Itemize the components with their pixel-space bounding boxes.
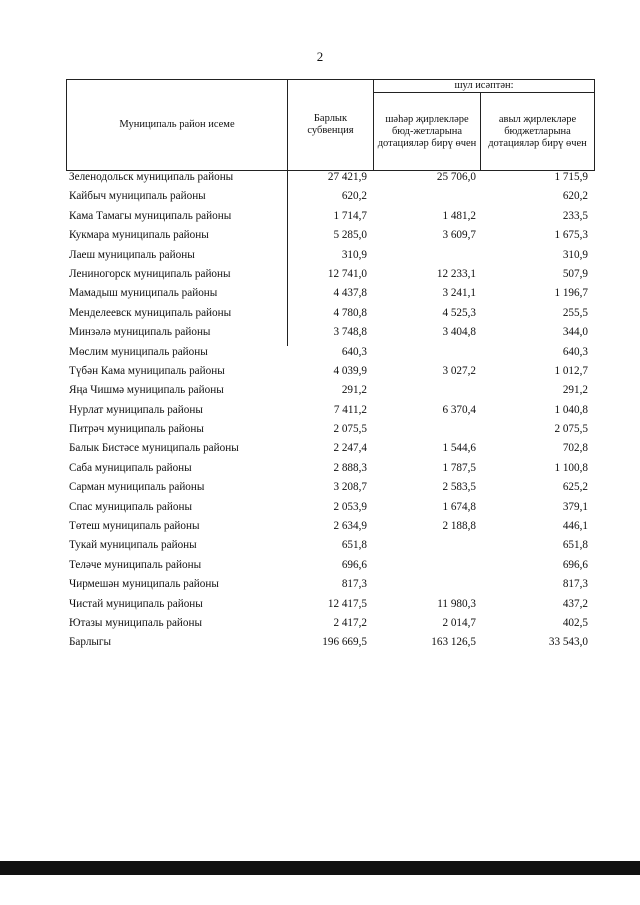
table-row: [66, 287, 594, 306]
row-name: Лениногорск муниципаль районы: [69, 267, 231, 280]
row-city: 163 126,5: [431, 636, 476, 649]
row-name: Мөслим муниципаль районы: [69, 345, 208, 358]
row-name: Ютазы муниципаль районы: [69, 616, 203, 629]
table-header: [66, 79, 595, 171]
row-rural: 310,9: [562, 248, 588, 261]
row-total: 3 748,8: [333, 326, 367, 339]
row-total: 310,9: [341, 248, 367, 261]
page-number: 2: [316, 49, 324, 64]
row-name: Нурлат муниципаль районы: [69, 403, 203, 416]
row-rural: 1 715,9: [554, 171, 588, 183]
header-city: шәһәр җирлекләре бюд-жетларына дотацияләр бирү өчен: [374, 93, 481, 171]
table-row: [66, 229, 594, 248]
row-name: Лаеш муниципаль районы: [69, 248, 195, 261]
row-rural: 651,8: [562, 539, 588, 552]
row-name: Кукмара муниципаль районы: [69, 229, 209, 242]
column-divider: [287, 171, 288, 190]
row-name: Кама Тамагы муниципаль районы: [69, 209, 232, 222]
table-row: [66, 171, 594, 190]
row-city: 4 525,3: [442, 306, 476, 319]
row-name: Сарман муниципаль районы: [69, 481, 205, 494]
column-divider: [287, 287, 288, 306]
row-total: 1 714,7: [333, 209, 367, 222]
row-total: 2 247,4: [333, 442, 367, 455]
table-row: [66, 404, 594, 423]
row-city: 25 706,0: [436, 171, 476, 183]
table-row: [66, 423, 594, 442]
row-total: 4 780,8: [333, 306, 367, 319]
scan-edge-bar: [0, 861, 640, 875]
header-total: Барлык субвенция: [288, 80, 374, 171]
row-total: 2 888,3: [333, 461, 367, 474]
table-row: [66, 636, 594, 655]
row-total: 27 421,9: [327, 171, 367, 183]
row-total: 651,8: [341, 539, 367, 552]
table-row: [66, 365, 594, 384]
row-rural: 817,3: [562, 578, 588, 591]
table-row: [66, 190, 594, 209]
table-row: [66, 462, 594, 481]
column-divider: [287, 268, 288, 287]
column-divider: [287, 326, 288, 345]
row-city: 3 404,8: [442, 326, 476, 339]
header-group: шул исәптән:: [374, 80, 595, 93]
row-rural: 33 543,0: [548, 636, 588, 649]
row-total: 4 437,8: [333, 287, 367, 300]
table-row: [66, 384, 594, 403]
row-name: Теләче муниципаль районы: [69, 558, 202, 571]
row-total: 2 053,9: [333, 500, 367, 513]
row-rural: 233,5: [562, 209, 588, 222]
row-total: 640,3: [341, 345, 367, 358]
row-total: 4 039,9: [333, 364, 367, 377]
row-total: 5 285,0: [333, 229, 367, 242]
column-divider: [287, 210, 288, 229]
row-rural: 344,0: [562, 326, 588, 339]
row-name: Чистай муниципаль районы: [69, 597, 203, 610]
row-total: 620,2: [341, 190, 367, 203]
table-row: [66, 539, 594, 558]
row-total: 291,2: [341, 384, 367, 397]
row-total: 817,3: [341, 578, 367, 591]
row-city: 3 241,1: [442, 287, 476, 300]
row-rural: 1 675,3: [554, 229, 588, 242]
row-rural: 702,8: [562, 442, 588, 455]
row-name: Мамадыш муниципаль районы: [69, 287, 218, 300]
column-divider: [287, 190, 288, 209]
row-city: 1 787,5: [442, 461, 476, 474]
row-rural: 640,3: [562, 345, 588, 358]
table-row: [66, 249, 594, 268]
row-total: 196 669,5: [322, 636, 367, 649]
row-city: 1 544,6: [442, 442, 476, 455]
column-divider: [287, 307, 288, 326]
row-city: 3 027,2: [442, 364, 476, 377]
row-total: 2 634,9: [333, 520, 367, 533]
row-rural: 1 040,8: [554, 403, 588, 416]
row-rural: 402,5: [562, 616, 588, 629]
row-rural: 291,2: [562, 384, 588, 397]
table-row: [66, 268, 594, 287]
table-row: [66, 598, 594, 617]
row-name: Саба муниципаль районы: [69, 461, 192, 474]
row-name: Питрәч муниципаль районы: [69, 423, 204, 436]
row-total: 3 208,7: [333, 481, 367, 494]
row-total: 696,6: [341, 558, 367, 571]
table-row: [66, 559, 594, 578]
row-name: Барлыгы: [69, 636, 112, 649]
row-name: Төтеш муниципаль районы: [69, 520, 200, 533]
column-divider: [287, 249, 288, 268]
row-city: 2 188,8: [442, 520, 476, 533]
table-row: [66, 307, 594, 326]
row-rural: 1 012,7: [554, 364, 588, 377]
table-body: [66, 171, 594, 656]
row-name: Зеленодольск муниципаль районы: [69, 171, 234, 183]
table-row: [66, 326, 594, 345]
row-name: Чирмешән муниципаль районы: [69, 578, 219, 591]
row-rural: 620,2: [562, 190, 588, 203]
row-city: 6 370,4: [442, 403, 476, 416]
row-name: Түбән Кама муниципаль районы: [69, 364, 225, 377]
column-divider: [287, 229, 288, 248]
table-row: [66, 346, 594, 365]
table-row: [66, 210, 594, 229]
table-row: [66, 501, 594, 520]
row-rural: 1 100,8: [554, 461, 588, 474]
table-row: [66, 617, 594, 636]
row-rural: 507,9: [562, 267, 588, 280]
row-total: 12 741,0: [327, 267, 367, 280]
header-rural: авыл җирлекләре бюджетларына дотацияләр бирү өчен: [481, 93, 595, 171]
row-rural: 1 196,7: [554, 287, 588, 300]
row-name: Тукай муниципаль районы: [69, 539, 197, 552]
row-rural: 2 075,5: [554, 423, 588, 436]
row-name: Спас муниципаль районы: [69, 500, 192, 513]
row-rural: 446,1: [562, 520, 588, 533]
row-name: Менделеевск муниципаль районы: [69, 306, 232, 319]
table-row: [66, 442, 594, 461]
row-city: 3 609,7: [442, 229, 476, 242]
row-city: 2 583,5: [442, 481, 476, 494]
row-name: Яңа Чишмә муниципаль районы: [69, 384, 224, 397]
row-rural: 696,6: [562, 558, 588, 571]
table-row: [66, 578, 594, 597]
row-city: 1 674,8: [442, 500, 476, 513]
row-name: Кайбыч муниципаль районы: [69, 190, 206, 203]
row-rural: 379,1: [562, 500, 588, 513]
row-name: Балык Бистәсе муниципаль районы: [69, 442, 239, 455]
row-city: 1 481,2: [442, 209, 476, 222]
row-name: Минзәлә муниципаль районы: [69, 326, 211, 339]
row-total: 12 417,5: [327, 597, 367, 610]
row-rural: 437,2: [562, 597, 588, 610]
row-rural: 625,2: [562, 481, 588, 494]
header-name: Муниципаль район исеме: [67, 80, 288, 171]
row-rural: 255,5: [562, 306, 588, 319]
row-city: 11 980,3: [437, 597, 476, 610]
row-city: 2 014,7: [442, 616, 476, 629]
row-total: 7 411,2: [333, 403, 367, 416]
table-row: [66, 520, 594, 539]
row-city: 12 233,1: [436, 267, 476, 280]
table-row: [66, 481, 594, 500]
row-total: 2 417,2: [333, 616, 367, 629]
row-total: 2 075,5: [333, 423, 367, 436]
